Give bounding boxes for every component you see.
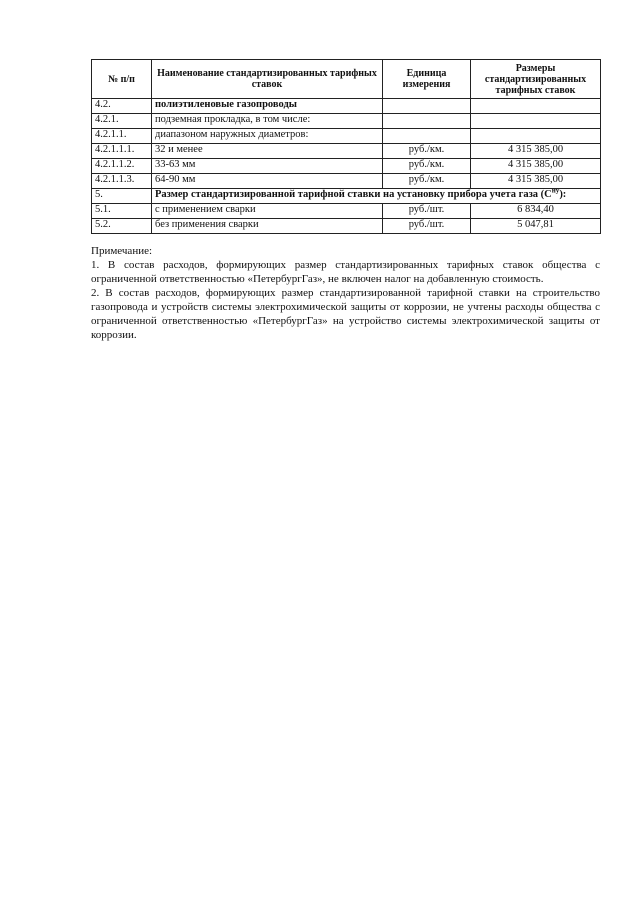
table-row: [92, 204, 601, 219]
notes-heading: Примечание:: [91, 245, 153, 257]
row-name: 64-90 мм: [152, 174, 383, 189]
row-value: 4 315 385,00: [471, 144, 601, 159]
row-value: [471, 129, 601, 144]
table-row: [92, 219, 601, 234]
row-number: 4.2.1.1.1.: [92, 144, 152, 159]
row-unit: руб./шт.: [383, 219, 471, 234]
row-unit: [383, 129, 471, 144]
row-number: 5.2.: [92, 219, 152, 234]
header-unit: Единица измерения: [383, 60, 471, 99]
section-title: [152, 186, 601, 204]
row-number: 4.2.1.1.: [92, 129, 152, 144]
row-value: [471, 114, 601, 129]
table-row: [92, 174, 601, 189]
header-num: № п/п: [92, 60, 152, 99]
table-row: [92, 129, 601, 144]
notes-block: [91, 244, 600, 342]
row-number: 4.2.: [92, 99, 152, 114]
row-unit: руб./шт.: [383, 204, 471, 219]
header-size: Размеры стандартизированных тарифных ставок: [471, 60, 601, 99]
row-name: без применения сварки: [152, 219, 383, 234]
row-name: 32 и менее: [152, 144, 383, 159]
row-value: 4 315 385,00: [471, 159, 601, 174]
table-row: [92, 99, 601, 114]
table-header-row: [92, 60, 601, 99]
row-name: подземная прокладка, в том числе:: [152, 114, 383, 129]
section-title-main: Размер стандартизированной тарифной ставки на установку прибора учета газа (C: [155, 189, 552, 200]
row-value: [471, 99, 601, 114]
row-number: 4.2.1.: [92, 114, 152, 129]
row-number: 5.: [92, 189, 152, 204]
table-section-row: [92, 189, 601, 204]
row-number: 4.2.1.1.3.: [92, 174, 152, 189]
tariff-table: [91, 59, 601, 234]
note-item: 2. В состав расходов, формирующих размер стандартизированной тарифной ставки на строительство газопровода и устройств системы электрохимической защиты от коррозии, не учтены расходы общества с ограниченной ответственностью «ПетербургГаз» на устройство системы электрохимической защиты от коррозии.: [91, 287, 600, 341]
row-unit: [383, 99, 471, 114]
row-value: 6 834,40: [471, 204, 601, 219]
row-number: 4.2.1.1.2.: [92, 159, 152, 174]
section-title-tail: ):: [559, 189, 567, 200]
header-name: Наименование стандартизированных тарифных ставок: [152, 60, 383, 99]
row-unit: руб./км.: [383, 174, 471, 189]
row-value: 4 315 385,00: [471, 174, 601, 189]
row-name: 33-63 мм: [152, 159, 383, 174]
table-row: [92, 114, 601, 129]
row-unit: руб./км.: [383, 159, 471, 174]
note-item: 1. В состав расходов, формирующих размер стандартизированных тарифных ставок общества с ограниченной ответственностью «ПетербургГаз», не включен налог на добавленную стоимость.: [91, 259, 600, 285]
row-unit: [383, 114, 471, 129]
row-unit: руб./км.: [383, 144, 471, 159]
table-row: [92, 159, 601, 174]
section-title-superscript: ну: [551, 186, 560, 195]
row-value: 5 047,81: [471, 219, 601, 234]
row-name: с применением сварки: [152, 204, 383, 219]
row-name: диапазоном наружных диаметров:: [152, 129, 383, 144]
table-row: [92, 144, 601, 159]
row-number: 5.1.: [92, 204, 152, 219]
row-name: полиэтиленовые газопроводы: [152, 99, 383, 114]
